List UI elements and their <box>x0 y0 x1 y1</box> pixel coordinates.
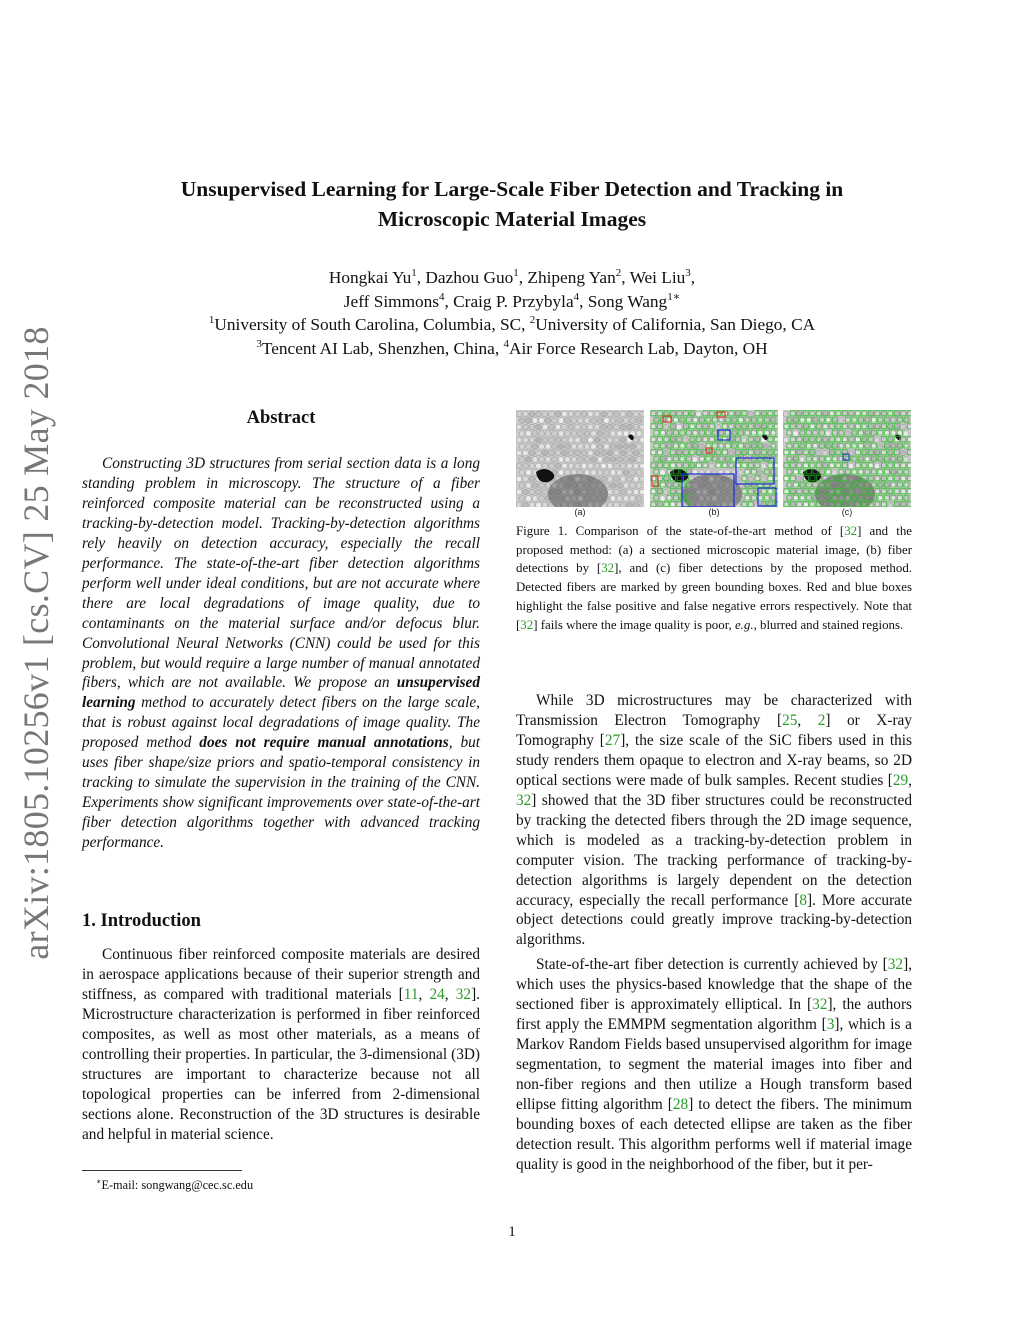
paragraph: While 3D microstructures may be characterized with Transmission Electron Tomography [25, 2] or X-ray Tomography [27], the size scale of the SiC fibers used in this study renders them opaque to electron and X-ray beams, so 2D optical sections were made of bulk samples. Recent studies [29, 32] showed that the 3D fiber structures could be reconstructed by tracking the detected fibers through the 2D image sequence, which is modeled as a tracking-by-detection problem in computer vision. The tracking performance of tracking-by-detection algorithms is largely dependent on the detection accuracy, especially the recall performance [8]. More accurate object detections could greatly improve tracking-by-detection algorithms. <box>516 692 913 949</box>
paper-title: Unsupervised Learning for Large-Scale Fiber Detection and Tracking in Microscopic Material Images <box>180 177 844 231</box>
abstract-body: Constructing 3D structures from serial section data is a long standing problem in microscopy. The structure of a fiber reinforced composite material can be reconstructed using a tracking-by-detection model. Tracking-by-detection algorithms rely heavily on detection accuracy, especially the recall performance. The state-of-the-art fiber detection algorithms perform well under ideal conditions, but are not accurate where there are local degradations of image quality, due to contaminants on the material surface and/or defocus blur. Convolutional Neural Networks (CNN) could be used for this problem, but would require a large number of manual annotated fibers, which are not available. We propose an unsupervised learning method to accurately detect fibers on the large scale, that is robust against local degradations of image quality. The proposed method does not require manual annotations, but uses fiber shape/size priors and spatio-temporal consistency in tracking to simulate the supervision in the training of the CNN. Experiments show significant improvements over state-of-the-art fiber detection algorithms together with advanced tracking performance. <box>82 455 480 852</box>
figure-caption: Figure 1. Comparison of the state-of-the-art method of [32] and the proposed method: (a) a sectioned microscopic material image, (b) fiber detections by [32], and (c) fiber detections by the proposed method. Detected fibers are marked by green bounding boxes. Red and blue boxes highlight the false positive and false negative errors respectively. Note that [32] fails where the image quality is poor, e.g., blurred and stained regions. <box>516 524 912 632</box>
citation-link[interactable]: 28 <box>672 1096 689 1114</box>
footnote-rule <box>82 1170 242 1171</box>
page-number: 1 <box>508 1224 516 1240</box>
author-line-1: Hongkai Yu$^1$, Dazhou Guo$^1$, Zhipeng Yan$^2$, Wei Liu$^3$, <box>328 267 696 287</box>
author-block <box>80 266 944 360</box>
arxiv-watermark: arXiv:1805.10256v1 [cs.CV] 25 May 2018 <box>16 325 56 960</box>
citation-link[interactable]: 2 <box>817 711 826 729</box>
citation-link[interactable]: 25 <box>782 711 798 729</box>
intro-paragraph: Continuous fiber reinforced composite materials are desired in aerospace applications because of their superior strength and stiffness, as compared with traditional materials [11, 24, 32]. Microstructure characterization is performed in fiber reinforced composites, as well as most other materials, as a means of controlling their properties. In particular, the 3-dimensional (3D) structures are important to characterize because not all topological properties can be inferred from 2-dimensional sections alone. Reconstruction of the 3D structures is desirable and helpful in material science. <box>82 946 480 1143</box>
citation-link[interactable]: 32 <box>887 956 904 974</box>
citation-link[interactable]: 32 <box>812 996 828 1014</box>
paragraph: State-of-the-art fiber detection is currently achieved by [32], which uses the physics-based knowledge that the shape of the sectioned fiber is approximately elliptical. In [32], the authors first apply the EMMPM segmentation algorithm [3], which is a Markov Random Fields based unsupervised algorithm for image segmentation, to segment the material images into fiber and non-fiber regions and then utilize a Hough transform based ellipse fitting algorithm [28] to detect the fibers. The minimum bounding boxes of each detected ellipse are taken as the fiber detection result. This algorithm performs well if material image quality is good in the neighborhood of the fiber, but it per- <box>516 956 913 1173</box>
figure-panel-b <box>650 410 778 510</box>
panel-label-b: (b) <box>708 507 720 517</box>
citation-link[interactable]: 32 <box>520 617 534 632</box>
panel-label-a: (a) <box>574 507 586 517</box>
citation-link[interactable]: 32 <box>601 561 615 576</box>
citation-link[interactable]: 11 <box>403 985 419 1003</box>
panel-label-c: (c) <box>841 507 853 517</box>
citation-link[interactable]: 29 <box>892 771 909 789</box>
citation-link[interactable]: 32 <box>455 985 472 1003</box>
citation-link[interactable]: 32 <box>516 791 532 809</box>
figure-panel-a <box>516 410 644 510</box>
figure-panel-c <box>783 410 911 510</box>
citation-link[interactable]: 27 <box>604 731 621 749</box>
citation-link[interactable]: 8 <box>799 891 808 909</box>
citation-link[interactable]: 3 <box>826 1016 835 1034</box>
affiliation-line-1: $^1$University of South Carolina, Columbia, SC, $^2$University of California, San Diego, CA <box>208 314 816 334</box>
author-line-2: Jeff Simmons$^4$, Craig P. Przybyla$^4$, Song Wang$^{1∗}$ <box>343 290 681 311</box>
abstract-heading: Abstract <box>246 408 316 428</box>
figure-1 <box>516 410 912 522</box>
citation-link[interactable]: 24 <box>429 985 445 1003</box>
right-column-body <box>516 691 912 1175</box>
footnote: ∗E-mail: songwang@cec.sc.edu <box>96 1177 254 1193</box>
affiliation-line-2: $^3$Tencent AI Lab, Shenzhen, China, $^4$Air Force Research Lab, Dayton, OH <box>256 337 768 358</box>
citation-link[interactable]: 32 <box>844 524 858 538</box>
section-heading-introduction: 1. Introduction <box>82 911 201 931</box>
